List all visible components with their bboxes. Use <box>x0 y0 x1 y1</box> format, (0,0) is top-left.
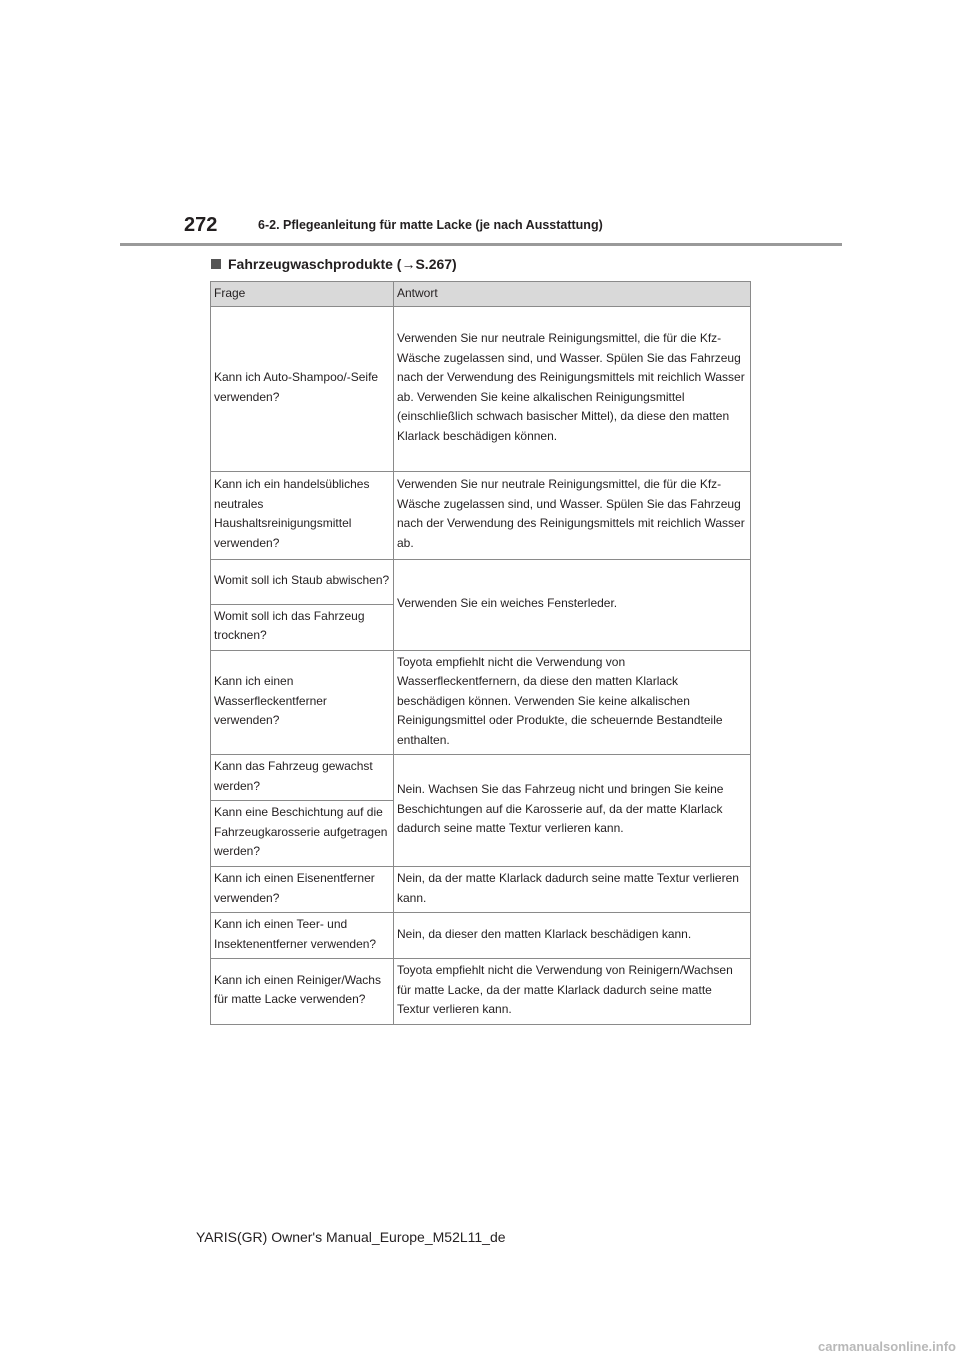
question-cell: Womit soll ich das Fahrzeug trocknen? <box>211 604 394 650</box>
table-row <box>211 755 751 801</box>
answer-cell: Toyota empfiehlt nicht die Verwendung von Wasserfleckentfernern, da diese den matten Klarlack beschädigen können. Verwenden Sie keine alkalischen Reinigungsmittel oder Produkte, die scheuernde Bestandteile enthalten. <box>394 650 751 755</box>
answer-cell: Toyota empfiehlt nicht die Verwendung von Reinigern/Wachsen für matte Lacke, da der matte Klarlack dadurch seine matte Textur verlieren kann. <box>394 959 751 1025</box>
question-cell: Kann ich Auto-Shampoo/-Seife verwenden? <box>211 306 394 471</box>
table-row <box>211 559 751 604</box>
table-row <box>211 913 751 959</box>
question-cell: Kann ich einen Wasserfleckentferner verwenden? <box>211 650 394 755</box>
column-header-question: Frage <box>211 282 394 307</box>
answer-cell: Nein, da der matte Klarlack dadurch seine matte Textur verlieren kann. <box>394 867 751 913</box>
chapter-title: 6-2. Pflegeanleitung für matte Lacke (je nach Ausstattung) <box>258 218 603 232</box>
answer-cell: Verwenden Sie nur neutrale Reinigungsmittel, die für die Kfz-Wäsche zugelassen sind, und Wasser. Spülen Sie das Fahrzeug nach der Verwendung des Reinigungsmittels mit reichlich Wasser ab. Verwenden Sie keine alkalischen Reinigungsmittel (einschließlich schwach basischer Mittel), da diese den matten Klarlack beschädigen können. <box>394 306 751 471</box>
section-heading <box>211 256 457 272</box>
table-header-row <box>211 282 751 307</box>
answer-cell: Nein, da dieser den matten Klarlack beschädigen kann. <box>394 913 751 959</box>
manual-id-footer: YARIS(GR) Owner's Manual_Europe_M52L11_de <box>196 1229 506 1245</box>
answer-cell: Verwenden Sie nur neutrale Reinigungsmittel, die für die Kfz-Wäsche zugelassen sind, und Wasser. Spülen Sie das Fahrzeug nach der Verwendung des Reinigungsmittels mit reichlich Wasser ab. <box>394 471 751 559</box>
answer-cell: Nein. Wachsen Sie das Fahrzeug nicht und bringen Sie keine Beschichtungen auf die Karosserie auf, da der matte Klarlack dadurch seine matte Textur verlieren kann. <box>394 755 751 867</box>
watermark: carmanualsonline.info <box>818 1339 956 1354</box>
question-cell: Kann ich ein handelsübliches neutrales Haushaltsreinigungsmittel verwenden? <box>211 471 394 559</box>
section-heading-text: Fahrzeugwaschprodukte (→S.267) <box>228 256 457 272</box>
table-row <box>211 867 751 913</box>
question-cell: Kann ich einen Teer- und Insektenentferner verwenden? <box>211 913 394 959</box>
question-cell: Kann das Fahrzeug gewachst werden? <box>211 755 394 801</box>
square-bullet-icon <box>211 259 221 269</box>
answer-cell: Verwenden Sie ein weiches Fensterleder. <box>394 559 751 650</box>
table-row <box>211 650 751 755</box>
table-row <box>211 471 751 559</box>
table-row <box>211 306 751 471</box>
column-header-answer: Antwort <box>394 282 751 307</box>
question-cell: Kann ich einen Eisenentferner verwenden? <box>211 867 394 913</box>
header-divider <box>120 243 842 246</box>
faq-table <box>210 281 751 1025</box>
question-cell: Womit soll ich Staub abwischen? <box>211 559 394 604</box>
question-cell: Kann eine Beschichtung auf die Fahrzeugkarosserie aufgetragen werden? <box>211 801 394 867</box>
page-number: 272 <box>184 214 218 236</box>
question-cell: Kann ich einen Reiniger/Wachs für matte Lacke verwenden? <box>211 959 394 1025</box>
table-row <box>211 959 751 1025</box>
